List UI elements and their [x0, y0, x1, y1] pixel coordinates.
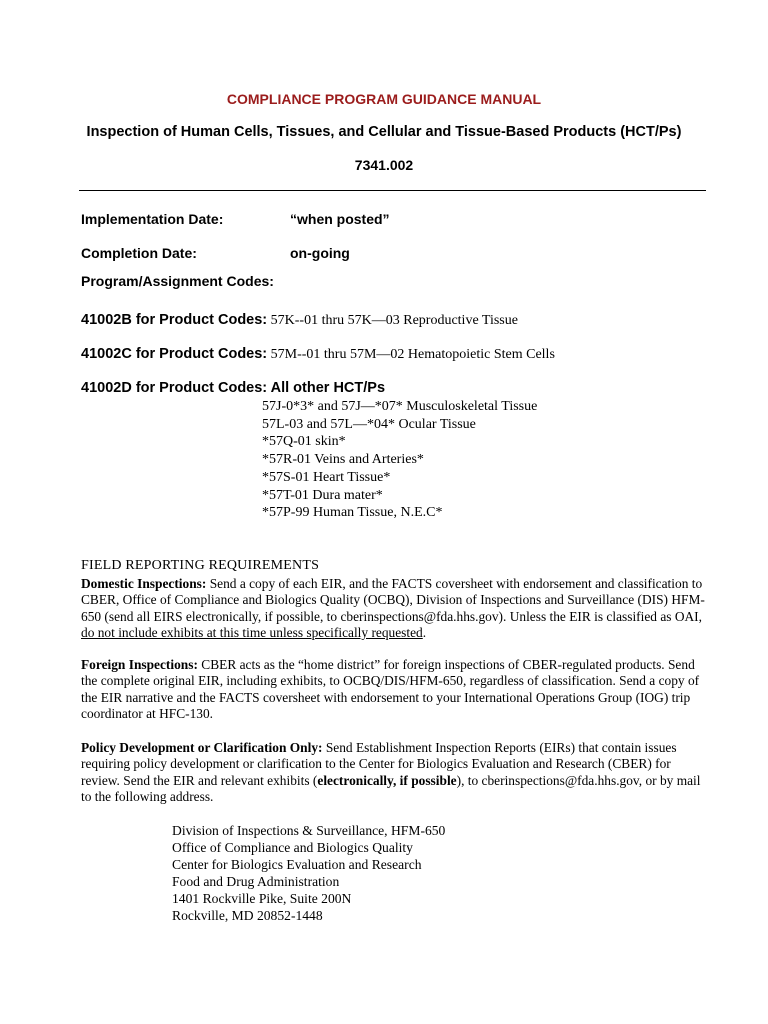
implementation-date-label: Implementation Date:: [81, 211, 224, 227]
manual-title: COMPLIANCE PROGRAM GUIDANCE MANUAL: [226, 91, 542, 107]
policy-development-label: Policy Development or Clarification Only:: [81, 740, 323, 755]
foreign-inspections-paragraph: [81, 657, 711, 722]
address-line: Center for Biologics Evaluation and Research: [172, 857, 422, 872]
code-41002c: [81, 346, 555, 363]
list-item: *57S-01 Heart Tissue*: [262, 469, 391, 485]
address-line: 1401 Rockville Pike, Suite 200N: [172, 891, 352, 906]
program-codes-label: Program/Assignment Codes:: [81, 273, 274, 289]
program-number: 7341.002: [354, 157, 414, 173]
address-line: Division of Inspections & Surveillance, HFM-650: [172, 823, 446, 838]
code-41002d: [81, 380, 385, 397]
code-41002c-label: 41002C for Product Codes:: [81, 346, 268, 362]
domestic-inspections-text: Send a copy of each EIR, and the FACTS coversheet with endorsement and classification to CBER, Office of Compliance and Biologics Quality (OCBQ), Division of Inspections and Surveillance (DIS) HFM-650 (send all EIRS electronically, if possible, to cberinspections@fda.hhs.gov). Unless the EIR is classified as OAI,: [81, 576, 705, 624]
address-line: Rockville, MD 20852-1448: [172, 908, 323, 923]
address-line: Office of Compliance and Biologics Quality: [172, 840, 413, 855]
foreign-inspections-label: Foreign Inspections:: [81, 657, 198, 672]
list-item: 57L-03 and 57L—*04* Ocular Tissue: [262, 416, 476, 432]
list-item: 57J-0*3* and 57J—*07* Musculoskeletal Tissue: [262, 399, 538, 414]
policy-development-bold: electronically, if possible: [317, 772, 457, 788]
code-41002b: [81, 312, 518, 329]
address-line: Food and Drug Administration: [172, 874, 340, 889]
field-reporting-heading: FIELD REPORTING REQUIREMENTS: [81, 558, 320, 573]
domestic-inspections-label: Domestic Inspections:: [81, 576, 207, 591]
mailing-address: [172, 822, 445, 924]
list-item: *57P-99 Human Tissue, N.E.C*: [262, 505, 443, 521]
code-41002c-text: 57M--01 thru 57M—02 Hematopoietic Stem Cells: [267, 347, 555, 362]
list-item: *57T-01 Dura mater*: [262, 487, 383, 503]
completion-date-label: Completion Date:: [81, 245, 197, 261]
domestic-inspections-paragraph: [81, 576, 711, 641]
domestic-inspections-end: .: [422, 624, 427, 640]
code-41002b-label: 41002B for Product Codes:: [81, 312, 268, 328]
policy-development-paragraph: [81, 740, 711, 805]
product-code-list: [262, 398, 537, 522]
list-item: *57R-01 Veins and Arteries*: [262, 452, 424, 468]
domestic-inspections-underlined: do not include exhibits at this time unless specifically requested: [81, 624, 423, 640]
implementation-date-value: “when posted”: [290, 211, 390, 227]
code-41002b-text: 57K--01 thru 57K—03 Reproductive Tissue: [267, 313, 518, 328]
foreign-inspections-text: CBER acts as the “home district” for foreign inspections of CBER-regulated products. Send the complete original EIR, including exhibits, to OCBQ/DIS/HFM-650, regardless of classification. Send a copy of the EIR narrative and the FACTS coversheet with endorsement to your International Operations Group (IOG) trip coordinator at HFC-130.: [81, 657, 700, 721]
policy-development-text-1: Send Establishment Inspection Reports (EIRs) that contain issues requiring policy development or clarification to the Center for Biologics Evaluation and Research (CBER) for review. Send the EIR and relevant exhibits (: [81, 740, 677, 788]
policy-development-text-2: ), to cberinspections@fda.hhs.gov, or by mail to the following address.: [81, 772, 701, 804]
completion-date-value: on-going: [290, 245, 350, 261]
header-divider: [79, 190, 706, 191]
code-41002d-label: 41002D for Product Codes: All other HCT/Ps: [81, 380, 386, 396]
list-item: *57Q-01 skin*: [262, 434, 346, 450]
program-title: Inspection of Human Cells, Tissues, and Cellular and Tissue-Based Products (HCT/Ps): [86, 124, 682, 140]
